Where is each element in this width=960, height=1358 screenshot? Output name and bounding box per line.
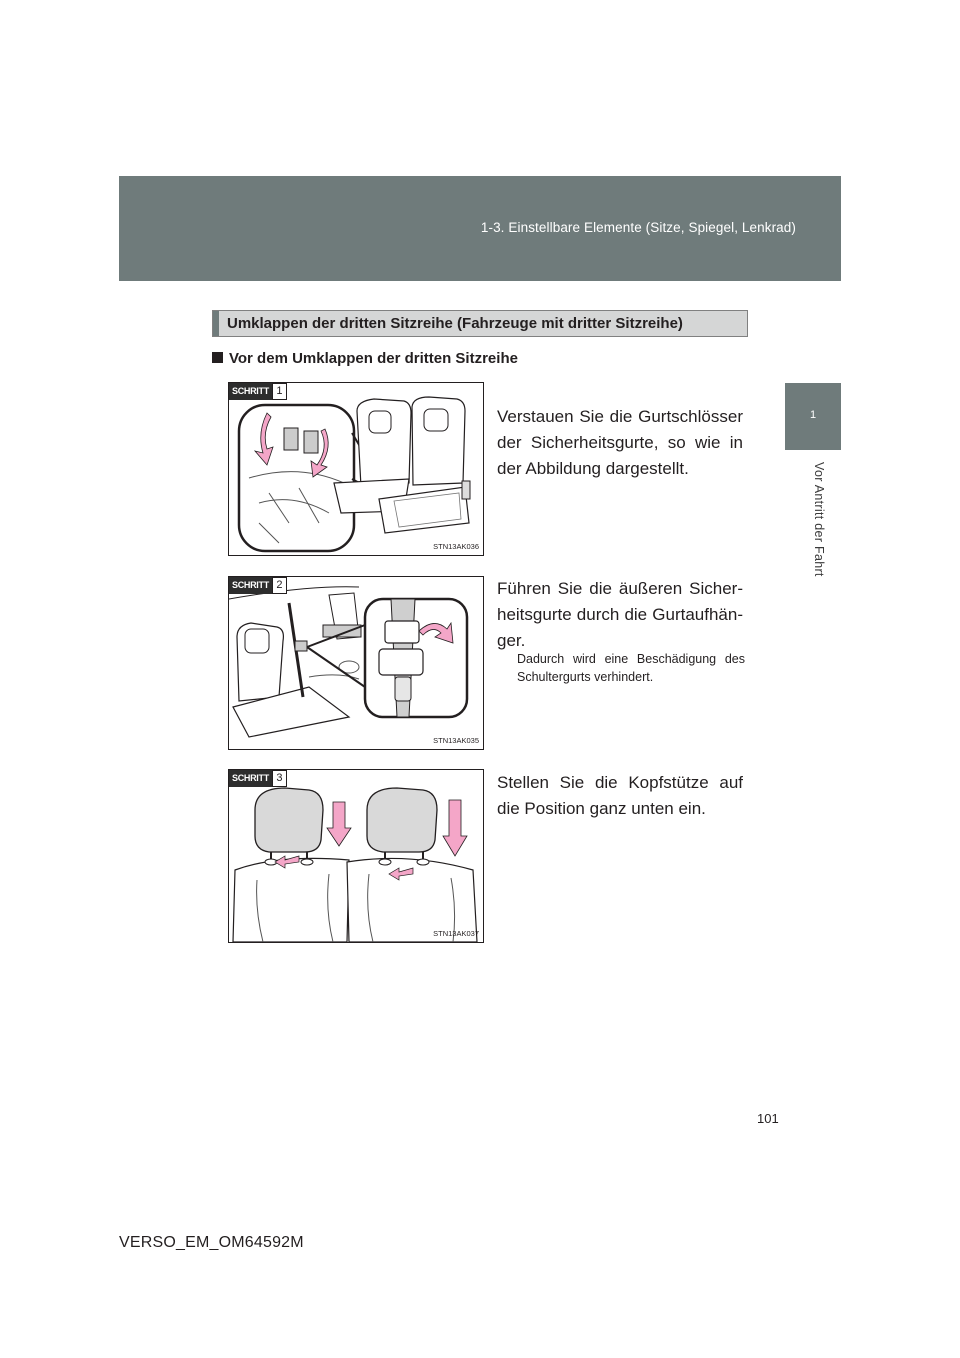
step-1-figure (228, 382, 484, 556)
step-badge-word: SCHRITT (229, 577, 272, 594)
step-3-text: Stellen Sie die Kopfstütze auf die Position ganz unten ein. (497, 773, 743, 818)
section-heading-box (212, 310, 748, 337)
step-badge-number: 1 (272, 383, 287, 400)
step-2-figure (228, 576, 484, 750)
chapter-tab-number: 1 (809, 409, 817, 421)
square-bullet-icon (212, 352, 223, 363)
section-heading-accent (213, 311, 219, 336)
sub-heading-text: Vor dem Umklappen der dritten Sitzreihe (229, 350, 518, 367)
seat-buckle-illustration (229, 383, 483, 555)
step-badge-word: SCHRITT (229, 383, 272, 400)
step-3-figure (228, 769, 484, 943)
step-1-text: Verstauen Sie die Gurtschlösser der Sicherheitsgurte, so wie in der Abbildung dargestellt. (497, 407, 743, 478)
chapter-side-label: Vor Antritt der Fahrt (812, 462, 826, 577)
step-badge (229, 577, 287, 594)
seat-belt-hanger-illustration (229, 577, 483, 749)
page-number: 101 (757, 1111, 779, 1126)
step-2-note: Dadurch wird eine Beschädigung des Schultergurts verhindert. (517, 652, 745, 684)
step-badge-number: 2 (272, 577, 287, 594)
document-code: VERSO_EM_OM64592M (119, 1234, 304, 1251)
step-badge-word: SCHRITT (229, 770, 272, 787)
chapter-title: 1-3. Einstellbare Elemente (Sitze, Spiegel, Lenkrad) (480, 220, 796, 235)
figure-code: STN13AK035 (433, 736, 479, 745)
step-badge (229, 770, 287, 787)
figure-code: STN13AK037 (433, 929, 479, 938)
sub-heading (212, 350, 518, 367)
headrest-illustration (229, 770, 483, 942)
step-badge-number: 3 (272, 770, 287, 787)
step-2-text: Führen Sie die äußeren Sicher-heitsgurte durch die Gurtaufhän-ger. (497, 579, 743, 650)
figure-code: STN13AK036 (433, 542, 479, 551)
step-badge (229, 383, 287, 400)
section-title: Umklappen der dritten Sitzreihe (Fahrzeuge mit dritter Sitzreihe) (227, 315, 683, 332)
chapter-tab (785, 383, 841, 450)
header-band (119, 176, 841, 281)
